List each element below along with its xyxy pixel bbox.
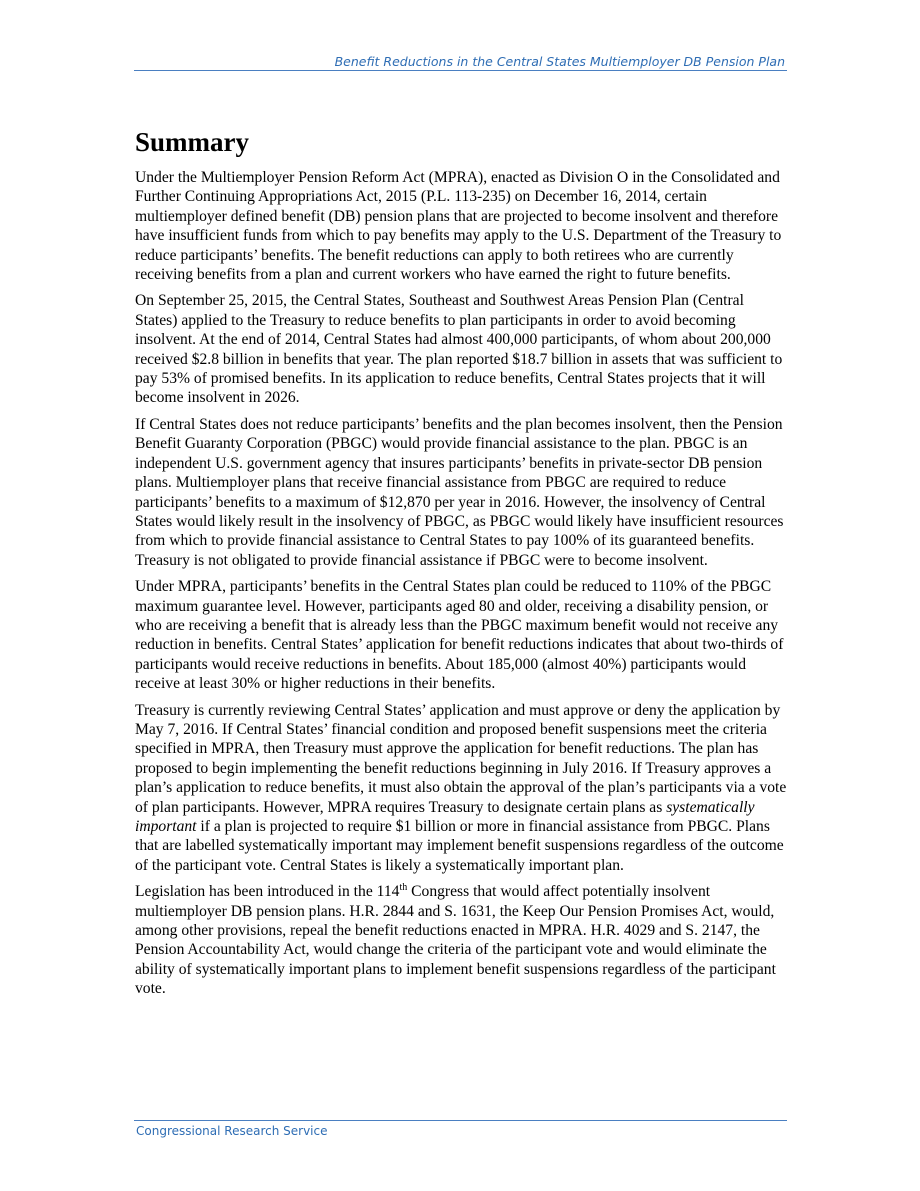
- paragraph-legislation: [135, 882, 787, 998]
- text-run: if a plan is projected to require $1 billion or more in financial assistance from PBGC. Plans that are labelled systematically important may implement benefit suspensions regardless of the outcome of the participant vote. Central States is likely a systematically important plan.: [135, 818, 784, 874]
- paragraph-benefit-reduction-limits: Under MPRA, participants’ benefits in the Central States plan could be reduced to 110% of the PBGC maximum guarantee level. However, participants aged 80 and older, receiving a disability pension, or who are receiving a benefit that is already less than the PBGC maximum benefit would not receive any reduction in benefits. Central States’ application for benefit reductions indicates that about two-thirds of participants would receive reductions in benefits. About 185,000 (almost 40%) participants would receive at least 30% or higher reductions in their benefits.: [135, 578, 784, 693]
- paragraph-treasury-review: [135, 701, 787, 876]
- page-header: [134, 50, 787, 71]
- paragraph-mpra-overview: Under the Multiemployer Pension Reform Act (MPRA), enacted as Division O in the Consolidated and Further Continuing Appropriations Act, 2015 (P.L. 113-235) on December 16, 2014, certain multiemployer defined benefit (DB) pension plans that are projected to become insolvent and therefore have insufficient funds from which to pay benefits may apply to the U.S. Department of the Treasury to reduce participants’ benefits. The benefit reductions can apply to both retirees who are currently receiving benefits from a plan and current workers who have earned the right to future benefits.: [135, 169, 782, 284]
- paragraph-central-states-application: On September 25, 2015, the Central States, Southeast and Southwest Areas Pension Plan (Central States) applied to the Treasury to reduce benefits to plan participants in order to avoid becoming insolvent. At the end of 2014, Central States had almost 400,000 participants, of whom about 200,000 received $2.8 billion in benefits that year. The plan reported $18.7 billion in assets that was sufficient to pay 53% of promised benefits. In its application to reduce benefits, Central States projects that it will become insolvent in 2026.: [135, 292, 783, 407]
- ordinal-superscript: th: [399, 882, 408, 894]
- footer-organization: Congressional Research Service: [136, 1124, 328, 1138]
- text-run: Treasury is currently reviewing Central States’ application and must approve or deny the application by May 7, 2016. If Central States’ financial condition and proposed benefit suspensions meet the criteria specified in MPRA, then Treasury must approve the application for benefit reductions. The plan has proposed to begin implementing the benefit reductions beginning in July 2016. If Treasury approves a plan’s application to reduce benefits, it must also obtain the approval of the plan’s participants via a vote of plan participants. However, MPRA requires Treasury to designate certain plans as: [135, 701, 787, 816]
- page-footer: [134, 1120, 787, 1138]
- paragraph-pbgc-insolvency: If Central States does not reduce participants’ benefits and the plan becomes insolvent, then the Pension Benefit Guaranty Corporation (PBGC) would provide financial assistance to the plan. PBGC is an independent U.S. government agency that insures participants’ benefits in private-sector DB pension plans. Multiemployer plans that receive financial assistance from PBGC are required to reduce participants’ benefits to a maximum of $12,870 per year in 2016. However, the insolvency of Central States would likely result in the insolvency of PBGC, as PBGC would likely have insufficient resources from which to provide financial assistance to Central States to pay 100% of its guaranteed benefits. Treasury is not obligated to provide financial assistance if PBGC were to become insolvent.: [135, 415, 784, 569]
- document-body: [135, 124, 787, 1006]
- running-title: Benefit Reductions in the Central States Multiemployer DB Pension Plan: [334, 54, 785, 69]
- section-title: Summary: [135, 127, 249, 157]
- text-run: Legislation has been introduced in the 114: [135, 883, 400, 901]
- italic-term: systematically important: [135, 798, 755, 835]
- text-run: Congress that would affect potentially insolvent multiemployer DB pension plans. H.R. 2844 and S. 1631, the Keep Our Pension Promises Act, would, among other provisions, repeal the benefit reductions enacted in MPRA. H.R. 4029 and S. 2147, the Pension Accountability Act, would change the criteria of the participant vote and would eliminate the ability of systematically important plans to implement benefit suspensions regardless of the participant vote.: [135, 883, 776, 998]
